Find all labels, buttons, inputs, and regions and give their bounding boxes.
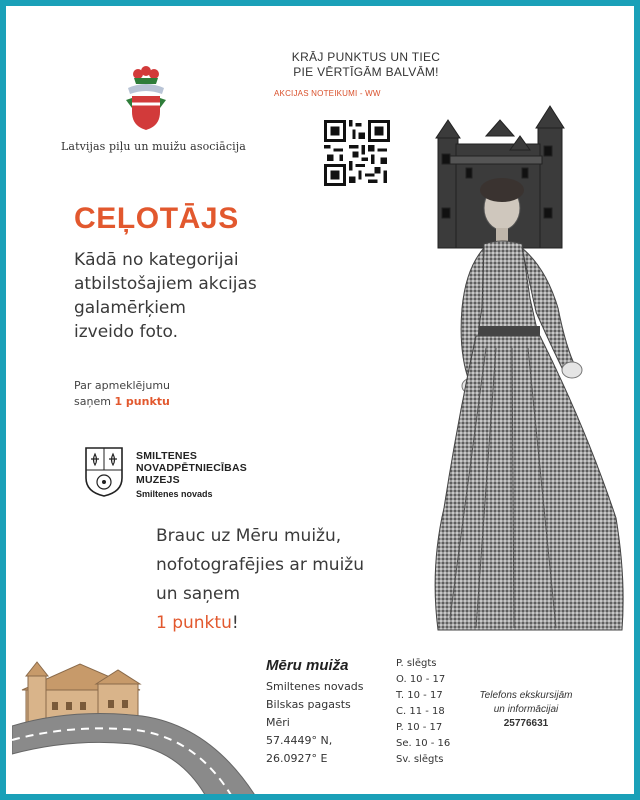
hours-row: P. 10 - 17: [396, 722, 443, 733]
visit-line-1: Par apmeklējumu: [74, 379, 171, 392]
hours-row: O. 10 - 17: [396, 674, 446, 685]
hours-row: C. 11 - 18: [396, 706, 445, 717]
visit-prefix: saņem: [74, 395, 115, 408]
address-line: Bilskas pagasts: [266, 698, 351, 711]
manor-address: [266, 678, 364, 768]
cta-end: !: [231, 613, 239, 633]
museum-name: [136, 450, 247, 486]
task-line: Kādā no kategorijai: [74, 250, 239, 270]
hours-row: P. slēgts: [396, 658, 437, 669]
museum-region: Smiltenes novads: [136, 489, 213, 499]
cta-points: 1 punktu: [156, 613, 232, 633]
cta-points-line: [156, 609, 456, 638]
association-crest-logo: [116, 64, 176, 134]
visit-points: 1 punktu: [114, 395, 170, 408]
contact-label-2: un informācijai: [493, 704, 559, 715]
phone-number[interactable]: 25776631: [503, 718, 549, 729]
promo-line-1: KRĀJ PUNKTUS UN TIEC: [291, 50, 441, 64]
contact-label-1: Telefons ekskursijām: [479, 690, 573, 701]
association-name: Latvijas piļu un muižu asociācija: [61, 140, 246, 153]
promo-headline: [266, 50, 466, 80]
call-to-action: [156, 522, 456, 638]
task-line: izveido foto.: [74, 322, 179, 342]
woman-castle-headdress-illustration: [426, 98, 638, 638]
opening-hours: [396, 656, 450, 768]
address-line: Mēri: [266, 716, 290, 729]
cta-line: nofotografējies ar muižu: [156, 555, 365, 575]
manor-sketch-illustration: [12, 656, 272, 800]
category-title: CEĻOTĀJS: [74, 202, 239, 235]
address-line: Smiltenes novads: [266, 680, 364, 693]
task-line: atbilstošajiem akcijas: [74, 274, 257, 294]
cta-line: Brauc uz Mēru muižu,: [156, 526, 342, 546]
promo-rules-link[interactable]: AKCIJAS NOTEIKUMI - WW: [274, 89, 381, 98]
museum-name-line: SMILTENES: [136, 450, 198, 462]
address-line: 26.0927° E: [266, 752, 328, 765]
address-line: 57.4449° N,: [266, 734, 333, 747]
museum-emblem-logo: [84, 446, 124, 498]
museum-name-line: NOVADPĒTNIECĪBAS: [136, 462, 247, 474]
visit-line-2: [74, 394, 170, 410]
visit-reward: [74, 378, 170, 410]
promo-line-2: PIE VĒRTĪGĀM BALVĀM!: [293, 65, 439, 79]
manor-title: Mēru muiža: [266, 657, 349, 674]
task-line: galamērķiem: [74, 298, 186, 318]
hours-row: Sv. slēgts: [396, 754, 444, 765]
museum-name-line: MUZEJS: [136, 474, 180, 486]
task-description: [74, 248, 334, 344]
hours-row: Se. 10 - 16: [396, 738, 451, 749]
qr-code[interactable]: [324, 120, 390, 186]
contact-info: [464, 689, 588, 731]
hours-row: T. 10 - 17: [396, 690, 443, 701]
cta-line: un saņem: [156, 584, 241, 604]
